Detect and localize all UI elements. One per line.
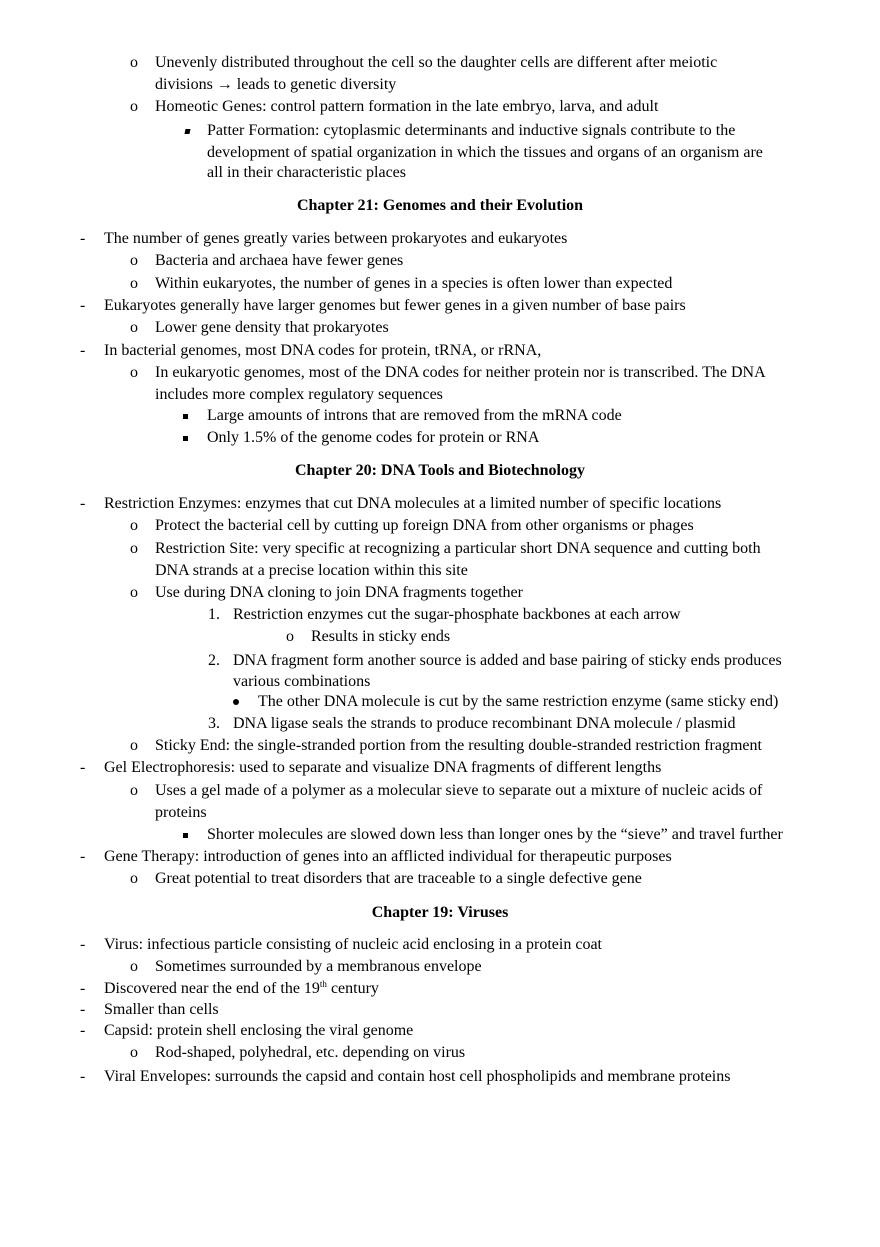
text-fragment: century [326,980,379,997]
circle-bullet: o [130,54,138,71]
text-line: DNA ligase seals the strands to produce recombinant DNA molecule / plasmid [233,715,736,732]
text-line: Bacteria and archaea have fewer genes [155,252,404,269]
dash-bullet: - [80,297,86,314]
text-line: DNA strands at a precise location within this site [155,562,468,579]
text-line: development of spatial organization in which the tissues and organs of an organism are [207,144,763,161]
text-line: Homeotic Genes: control pattern formation in the late embryo, larva, and adult [155,98,659,115]
square-bullet-icon [183,824,188,846]
chapter-19-heading: Chapter 19: Viruses [371,904,509,921]
text-line: Virus: infectious particle consisting of nucleic acid enclosing in a protein coat [104,936,602,953]
dash-bullet: - [80,230,86,247]
circle-bullet: o [130,958,138,975]
text-line [104,978,379,1000]
text-line: Smaller than cells [104,1001,219,1018]
text-line: Sticky End: the single-stranded portion from the resulting double-stranded restriction fragment [155,737,762,754]
chapter-20-heading: Chapter 20: DNA Tools and Biotechnology [295,462,585,479]
circle-bullet: o [130,782,138,799]
dash-bullet: - [80,980,86,997]
text-line: Great potential to treat disorders that are traceable to a single defective gene [155,870,642,887]
circle-bullet: o [130,584,138,601]
text-line: Sometimes surrounded by a membranous envelope [155,958,482,975]
text-line: Large amounts of introns that are removed from the mRNA code [207,407,622,424]
dash-bullet: - [80,1022,86,1039]
text-line: Lower gene density that prokaryotes [155,319,389,336]
text-line: all in their characteristic places [207,164,407,181]
circle-bullet: o [286,628,294,645]
circle-bullet: o [130,275,138,292]
list-number: 2. [208,652,220,669]
circle-bullet: o [130,737,138,754]
text-line: Use during DNA cloning to join DNA fragments together [155,584,523,601]
text-line: Only 1.5% of the genome codes for protein or RNA [207,429,540,446]
text-line: DNA fragment form another source is added and base pairing of sticky ends produces [233,652,782,669]
dash-bullet: - [80,342,86,359]
text-line: Rod-shaped, polyhedral, etc. depending on virus [155,1044,466,1061]
text-line: Results in sticky ends [311,628,451,645]
text-line: Shorter molecules are slowed down less than longer ones by the “sieve” and travel further [207,826,783,843]
circle-bullet: o [130,98,138,115]
text-line: In bacterial genomes, most DNA codes for protein, tRNA, or rRNA, [104,342,542,359]
text-line: Viral Envelopes: surrounds the capsid and contain host cell phospholipids and membrane proteins [104,1068,731,1085]
list-number: 1. [208,606,220,623]
text-line: various combinations [233,673,371,690]
circle-bullet: o [130,540,138,557]
text-fragment: Discovered near the end of the 19 [104,980,320,997]
text-line: Restriction Site: very specific at recognizing a particular short DNA sequence and cutting both [155,540,761,557]
circle-bullet: o [130,870,138,887]
text-line: includes more complex regulatory sequences [155,386,443,403]
square-bullet-icon [183,405,188,427]
circle-bullet: o [130,364,138,381]
text-line: The number of genes greatly varies between prokaryotes and eukaryotes [104,230,568,247]
text-line: Uses a gel made of a polymer as a molecular sieve to separate out a mixture of nucleic acids of [155,782,763,799]
text-line: Gene Therapy: introduction of genes into an afflicted individual for therapeutic purposes [104,848,672,865]
dash-bullet: - [80,1001,86,1018]
text-line: Gel Electrophoresis: used to separate and visualize DNA fragments of different lengths [104,759,662,776]
text-line: Within eukaryotes, the number of genes in a species is often lower than expected [155,275,673,292]
circle-bullet: o [130,319,138,336]
dash-bullet: - [80,1068,86,1085]
text-line: In eukaryotic genomes, most of the DNA codes for neither protein nor is transcribed. The DNA [155,364,766,381]
dash-bullet: - [80,936,86,953]
superscript: th [319,979,327,989]
text-line: Unevenly distributed throughout the cell so the daughter cells are different after meiotic [155,54,718,71]
text-line: Patter Formation: cytoplasmic determinants and inductive signals contribute to the [207,122,736,139]
text-line: Protect the bacterial cell by cutting up foreign DNA from other organisms or phages [155,517,694,534]
dash-bullet: - [80,759,86,776]
text-line: Capsid: protein shell enclosing the viral genome [104,1022,414,1039]
text-line: divisions → leads to genetic diversity [155,76,397,93]
list-number: 3. [208,715,220,732]
square-bullet-icon [183,427,188,449]
text-line: Eukaryotes generally have larger genomes but fewer genes in a given number of base pairs [104,297,686,314]
text-line: Restriction enzymes cut the sugar-phosphate backbones at each arrow [233,606,681,623]
chapter-21-heading: Chapter 21: Genomes and their Evolution [296,197,584,214]
text-line: Restriction Enzymes: enzymes that cut DNA molecules at a limited number of specific locations [104,495,722,512]
text-line: The other DNA molecule is cut by the same restriction enzyme (same sticky end) [258,693,779,710]
dash-bullet: - [80,848,86,865]
text-line: proteins [155,804,207,821]
circle-bullet: o [130,252,138,269]
circle-bullet: o [130,1044,138,1061]
dash-bullet: - [80,495,86,512]
square-bullet-icon [185,120,190,142]
circle-bullet: o [130,517,138,534]
dot-bullet-icon [233,691,239,713]
